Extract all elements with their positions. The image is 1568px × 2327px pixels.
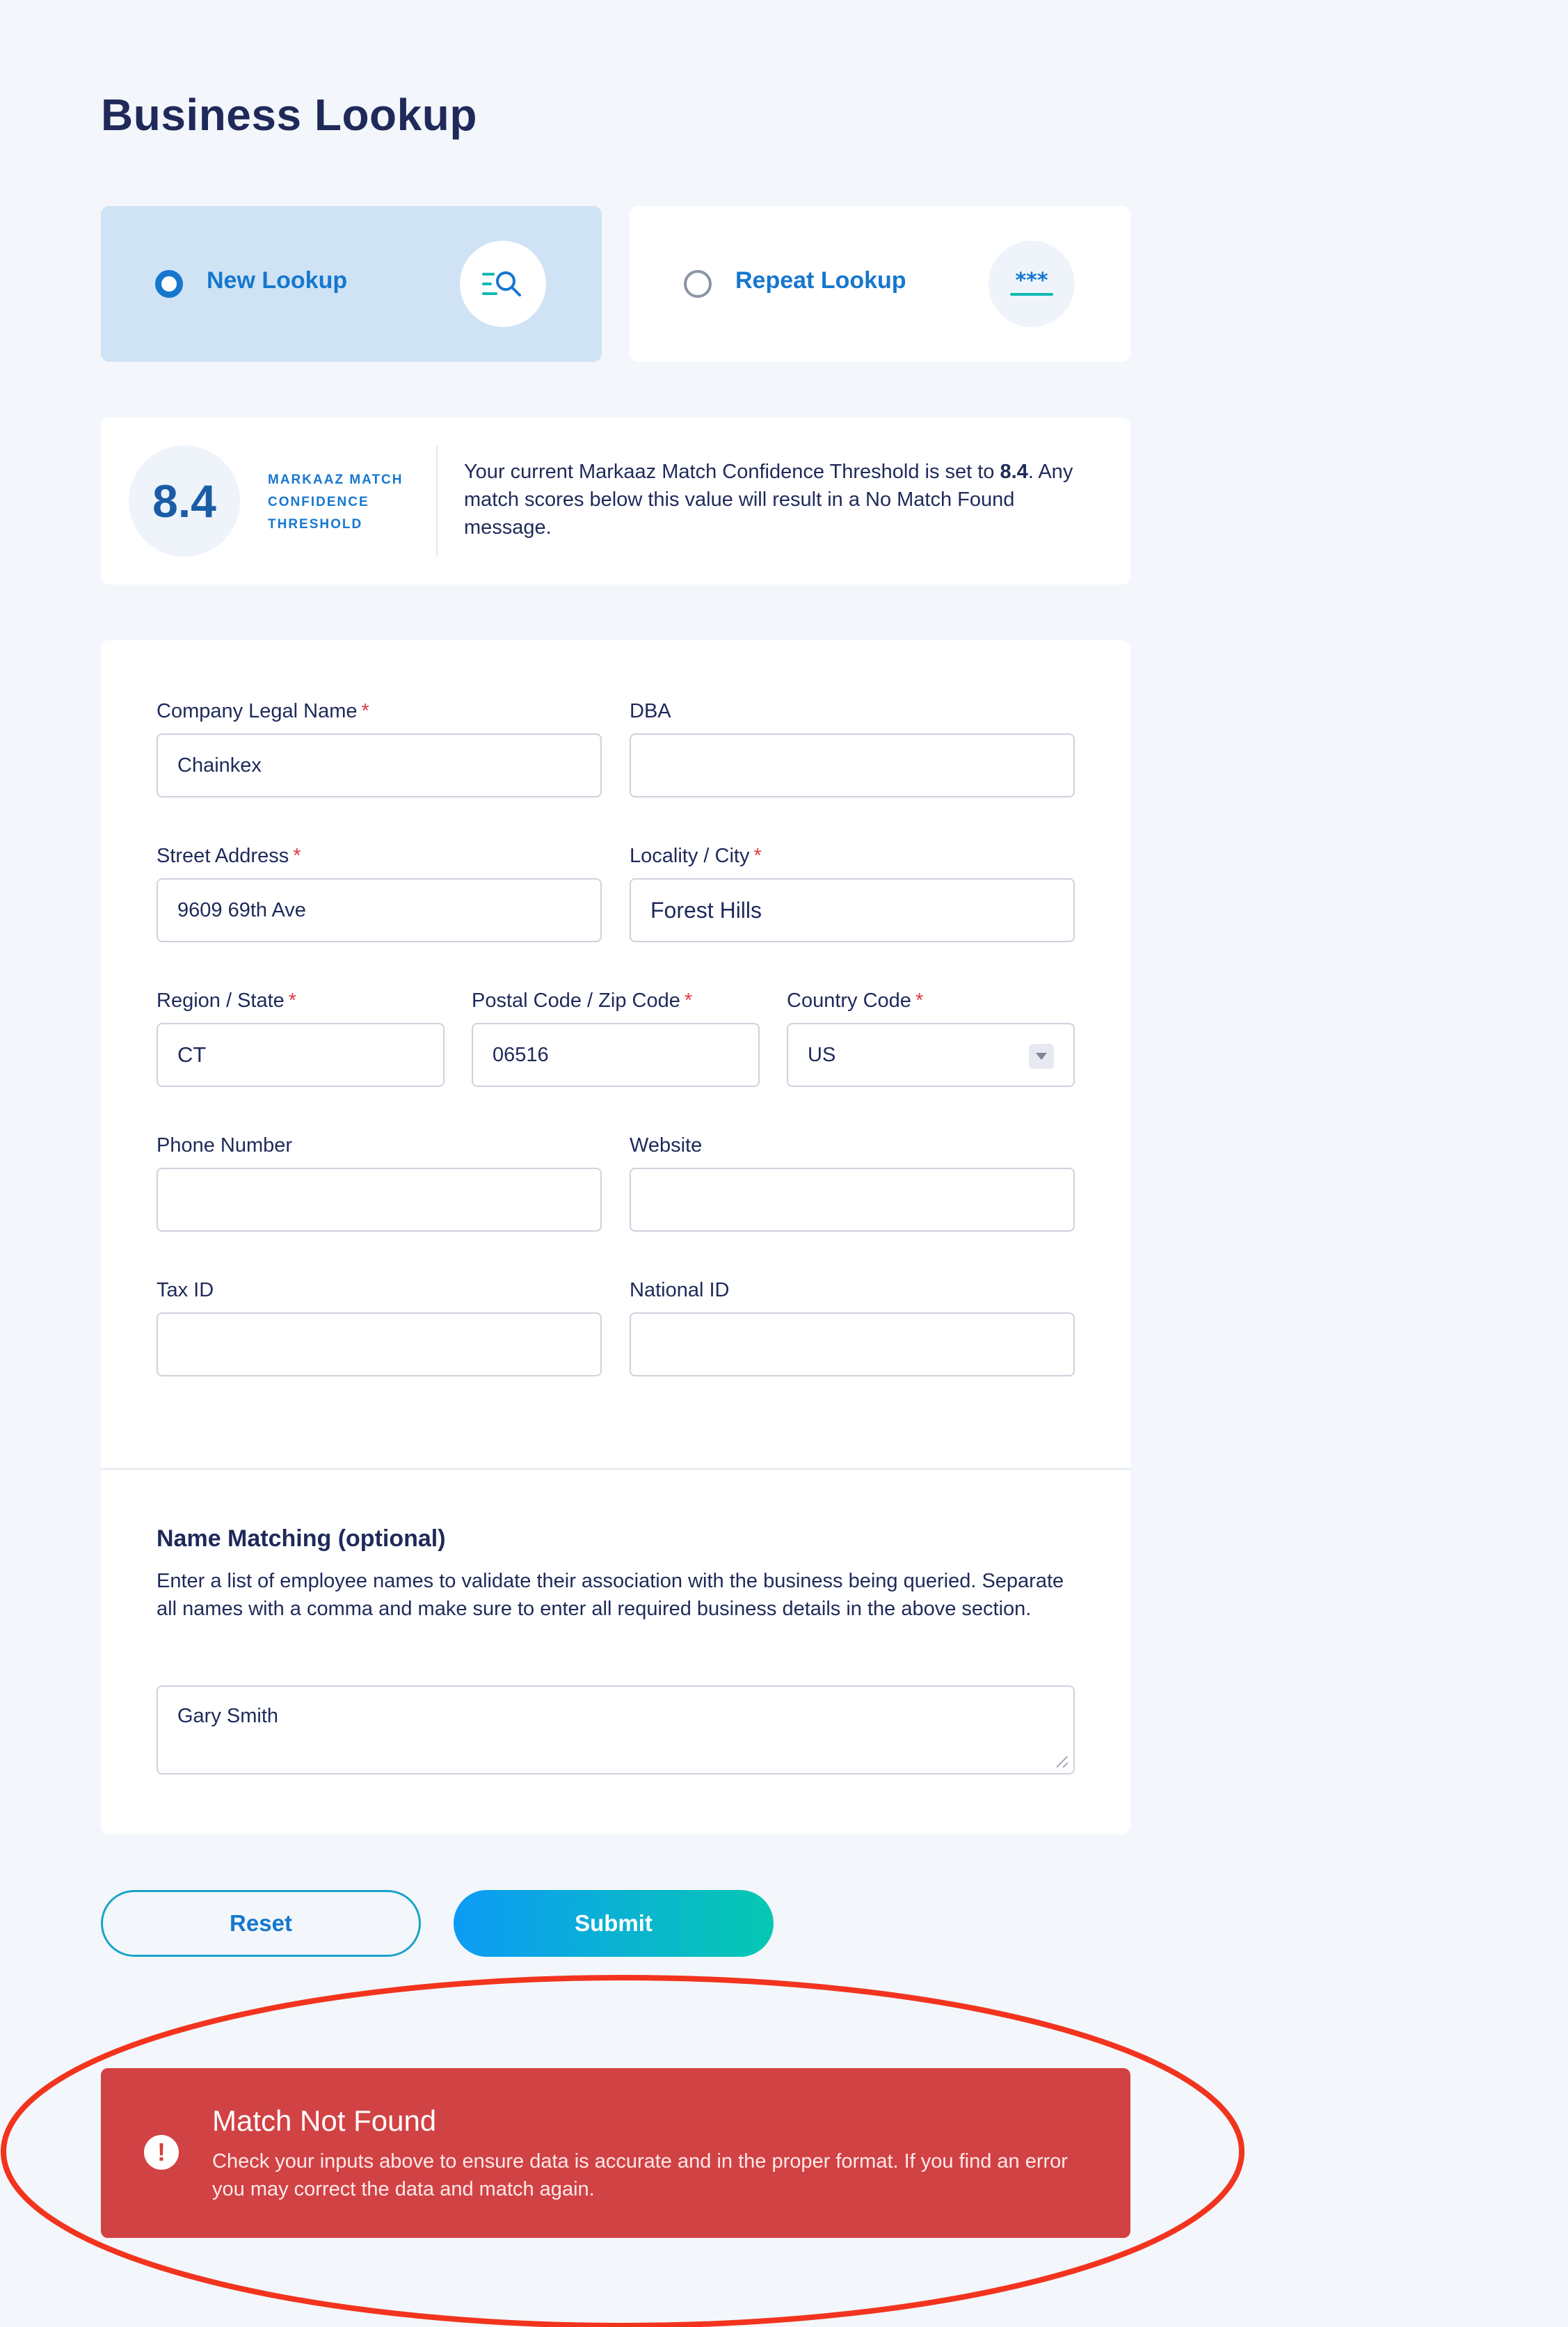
website-label: Website [630, 1134, 703, 1157]
region-input[interactable]: CT [157, 1023, 445, 1087]
resize-handle-icon[interactable] [1057, 1756, 1068, 1768]
new-lookup-radio[interactable] [155, 270, 183, 298]
new-lookup-label: New Lookup [207, 267, 348, 294]
name-matching-textarea[interactable] [157, 1685, 1075, 1774]
region-label: Region / State * [157, 990, 297, 1012]
business-form [101, 640, 1130, 1834]
country-code-label: Country Code * [787, 990, 924, 1012]
dba-input[interactable] [630, 733, 1075, 797]
repeat-lookup-label: Repeat Lookup [735, 267, 906, 294]
threshold-description: Your current Markaaz Match Confidence Threshold is set to 8.4. Any match scores below this value will result in a No Match Found message. [464, 461, 1073, 539]
threshold-divider [436, 445, 438, 557]
new-lookup-option[interactable] [101, 206, 602, 362]
threshold-score: 8.4 [129, 445, 240, 557]
national-id-label: National ID [630, 1279, 730, 1301]
city-label: Locality / City * [630, 845, 762, 867]
company-legal-name-input[interactable]: Chainkex [157, 733, 602, 797]
tax-id-label: Tax ID [157, 1279, 214, 1301]
alert-message: Check your inputs above to ensure data is accurate and in the proper format. If you find an error you may correct the data and match again. [212, 2150, 1068, 2200]
alert-title: Match Not Found [212, 2104, 437, 2137]
name-matching-value: Gary Smith [177, 1705, 279, 1727]
tax-id-input[interactable] [157, 1312, 602, 1376]
exclamation-icon: ! [144, 2135, 179, 2170]
national-id-input[interactable] [630, 1312, 1075, 1376]
search-list-icon [460, 241, 546, 327]
page-title: Business Lookup [101, 90, 477, 140]
name-matching-title: Name Matching (optional) [157, 1525, 446, 1552]
reset-button[interactable]: Reset [101, 1890, 421, 1957]
phone-label: Phone Number [157, 1134, 293, 1157]
street-address-input[interactable]: 9609 69th Ave [157, 878, 602, 942]
threshold-panel [101, 418, 1130, 585]
street-address-label: Street Address * [157, 845, 301, 867]
repeat-lookup-radio[interactable] [684, 270, 712, 298]
website-input[interactable] [630, 1168, 1075, 1232]
threshold-caption: MARKAAZ MATCH CONFIDENCE THRESHOLD [268, 472, 403, 532]
repeat-lookup-option[interactable] [630, 206, 1130, 362]
section-divider [101, 1468, 1130, 1470]
company-legal-name-label: Company Legal Name * [157, 700, 369, 722]
country-code-value: US [808, 1043, 836, 1066]
phone-input[interactable] [157, 1168, 602, 1232]
postal-code-label: Postal Code / Zip Code * [472, 990, 693, 1012]
postal-code-input[interactable]: 06516 [472, 1023, 760, 1087]
threshold-inline-value: 8.4 [1000, 461, 1028, 483]
chevron-down-icon[interactable] [1029, 1044, 1054, 1069]
asterisks-icon [989, 241, 1075, 327]
name-matching-description: Enter a list of employee names to validate their association with the business being queried. Separate all names with a comma and make sure to enter all required business details in the above section. [157, 1570, 1064, 1620]
city-input[interactable]: Forest Hills [630, 878, 1075, 942]
country-code-select[interactable] [787, 1023, 1075, 1087]
dba-label: DBA [630, 700, 671, 722]
match-not-found-alert [101, 2068, 1130, 2238]
submit-button[interactable]: Submit [454, 1890, 774, 1957]
svg-text:***: *** [1015, 269, 1048, 293]
